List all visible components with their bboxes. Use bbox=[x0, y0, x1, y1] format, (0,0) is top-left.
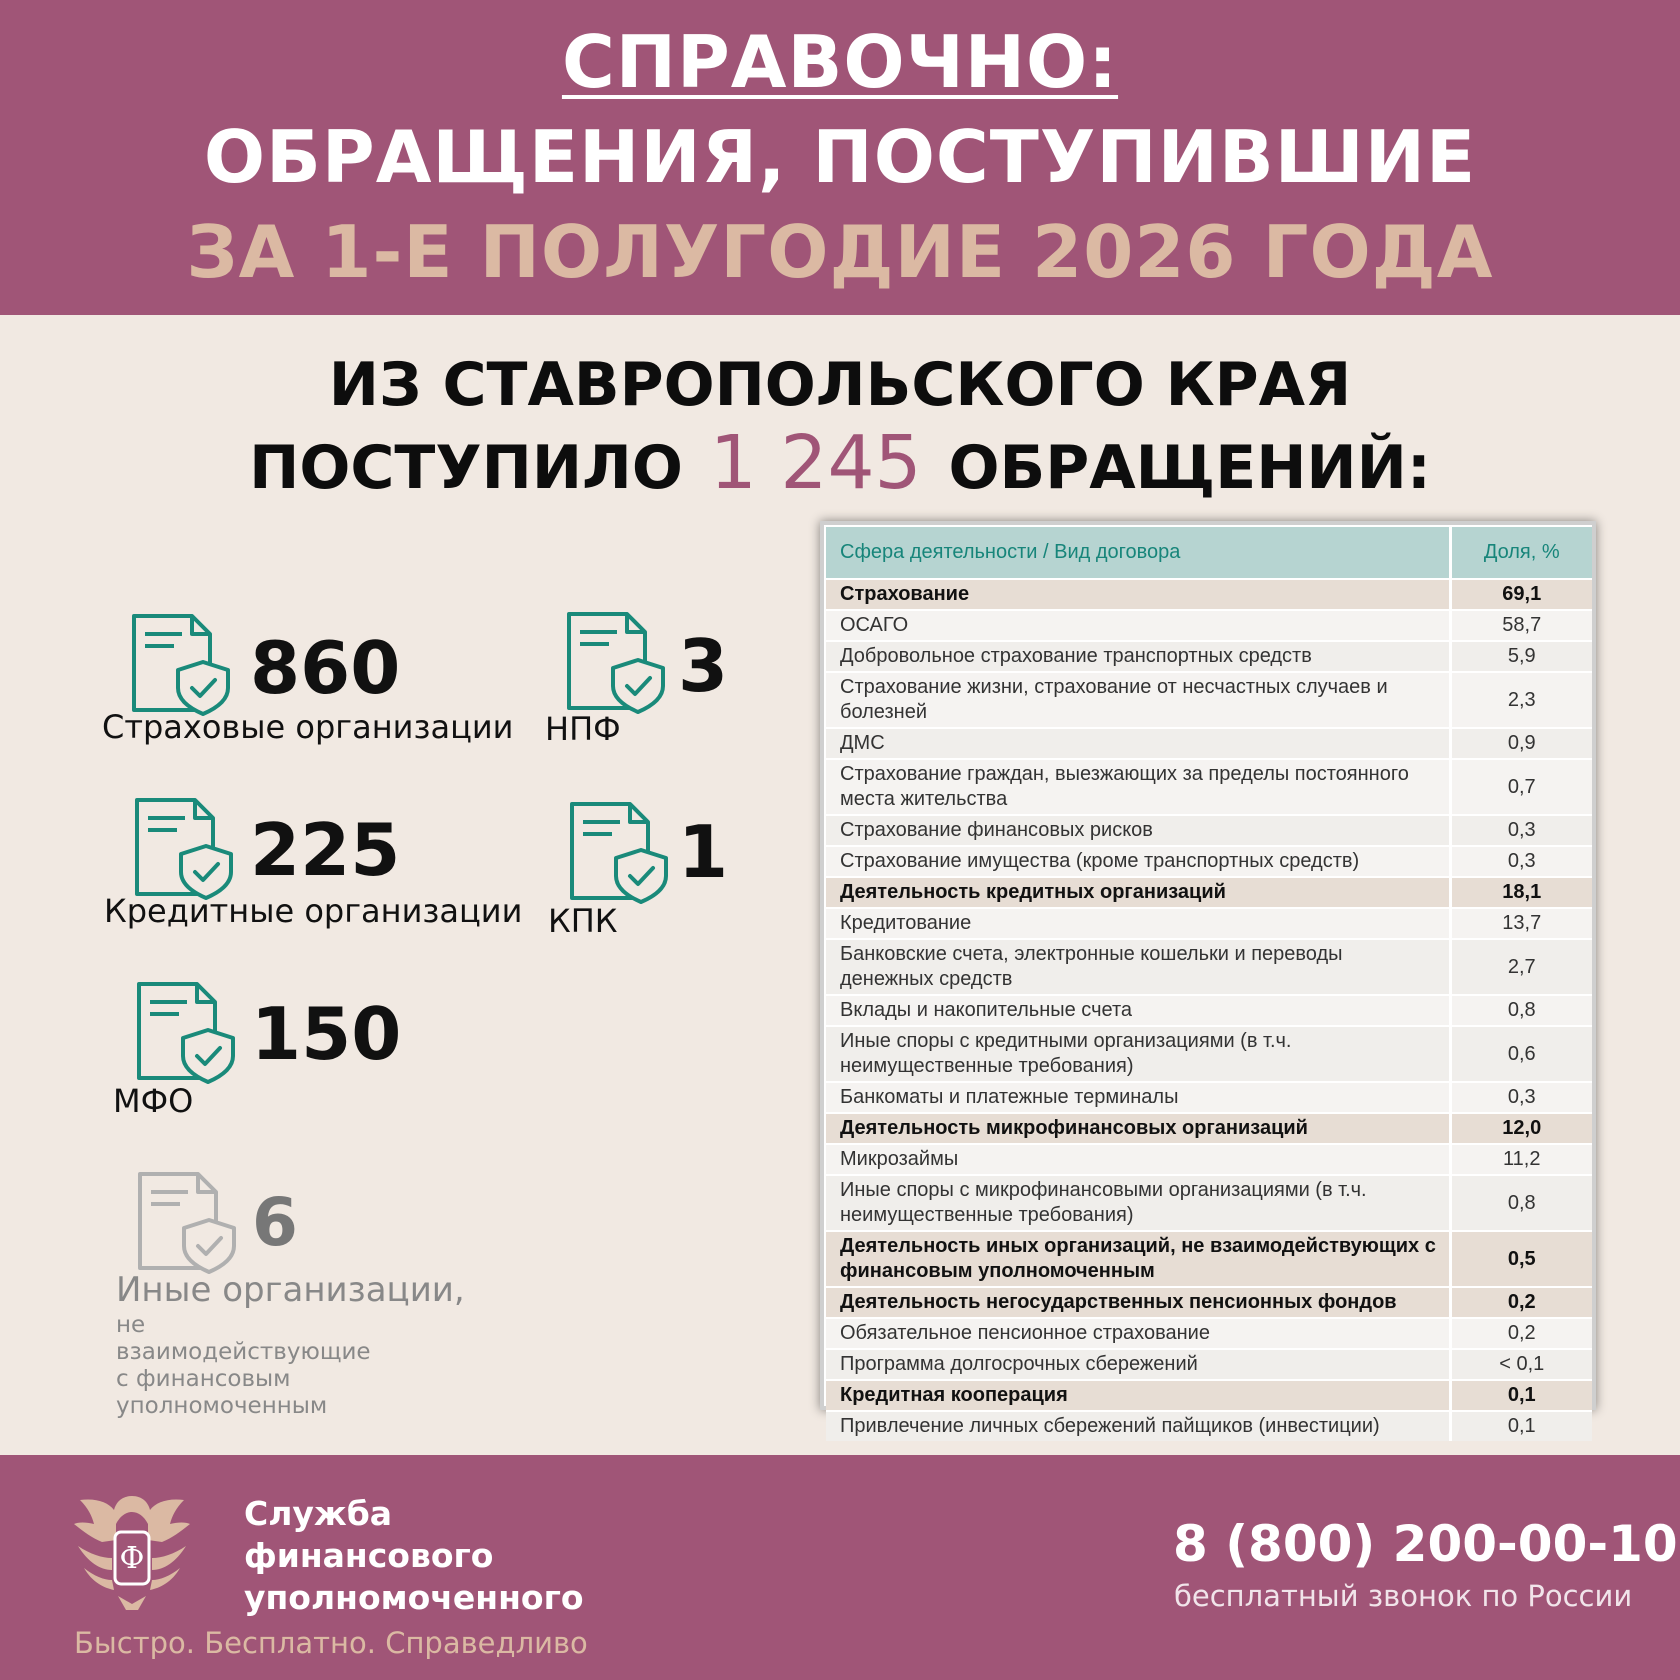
hotline-phone[interactable]: 8 (800) 200-00-10 bbox=[1173, 1515, 1678, 1573]
row-share: 0,5 bbox=[1450, 1231, 1592, 1287]
stat-label: Страховые организации bbox=[102, 708, 514, 746]
row-label: Деятельность кредитных организаций bbox=[826, 877, 1450, 908]
row-share: 2,3 bbox=[1450, 672, 1592, 728]
table-row bbox=[826, 939, 1592, 995]
table-row bbox=[826, 815, 1592, 846]
table-category-row bbox=[826, 1231, 1592, 1287]
summary-prefix: ПОСТУПИЛО bbox=[249, 433, 683, 503]
document-shield-icon bbox=[130, 612, 230, 716]
table-row bbox=[826, 1411, 1592, 1441]
row-share: 0,1 bbox=[1450, 1380, 1592, 1411]
row-label: Деятельность иных организаций, не взаимодействующих с финансовым уполномоченным bbox=[826, 1231, 1450, 1287]
row-label: ДМС bbox=[826, 728, 1450, 759]
row-label: Банковские счета, электронные кошельки и переводы денежных средств bbox=[826, 939, 1450, 995]
row-share: 0,7 bbox=[1450, 759, 1592, 815]
row-share: 18,1 bbox=[1450, 877, 1592, 908]
table-row bbox=[826, 672, 1592, 728]
stat-value: 225 bbox=[250, 808, 401, 892]
stat-label: Иные организации, bbox=[116, 1270, 465, 1310]
summary-suffix: ОБРАЩЕНИЙ: bbox=[948, 433, 1431, 503]
row-share: 5,9 bbox=[1450, 641, 1592, 672]
document-shield-icon bbox=[135, 980, 235, 1084]
row-share: 0,8 bbox=[1450, 1175, 1592, 1231]
row-share: 0,1 bbox=[1450, 1411, 1592, 1441]
stat-value: 1 bbox=[678, 810, 729, 894]
row-label: Программа долгосрочных сбережений bbox=[826, 1349, 1450, 1380]
document-shield-icon bbox=[565, 610, 665, 714]
row-label: Банкоматы и платежные терминалы bbox=[826, 1082, 1450, 1113]
row-share: < 0,1 bbox=[1450, 1349, 1592, 1380]
table-row bbox=[826, 759, 1592, 815]
document-shield-icon bbox=[568, 800, 668, 904]
row-share: 11,2 bbox=[1450, 1144, 1592, 1175]
complaints-table bbox=[820, 521, 1596, 1437]
row-share: 0,6 bbox=[1450, 1026, 1592, 1082]
table-row bbox=[826, 1349, 1592, 1380]
table-row bbox=[826, 1175, 1592, 1231]
column-header: Сфера деятельности / Вид договора bbox=[826, 527, 1450, 579]
table-category-row bbox=[826, 1287, 1592, 1318]
header-period: ЗА 1-Е ПОЛУГОДИЕ 2026 ГОДА bbox=[186, 210, 1494, 294]
header-title: СПРАВОЧНО: bbox=[561, 20, 1119, 104]
row-share: 69,1 bbox=[1450, 579, 1592, 610]
table-row bbox=[826, 908, 1592, 939]
row-share: 0,9 bbox=[1450, 728, 1592, 759]
stat-label: Кредитные организации bbox=[104, 892, 523, 930]
row-share: 0,2 bbox=[1450, 1287, 1592, 1318]
row-label: Кредитование bbox=[826, 908, 1450, 939]
summary-line-1: ИЗ СТАВРОПОЛЬСКОГО КРАЯ bbox=[328, 350, 1352, 420]
row-label: Деятельность микрофинансовых организаций bbox=[826, 1113, 1450, 1144]
row-label: Обязательное пенсионное страхование bbox=[826, 1318, 1450, 1349]
row-label: Микрозаймы bbox=[826, 1144, 1450, 1175]
table-row bbox=[826, 1026, 1592, 1082]
table-category-row bbox=[826, 579, 1592, 610]
row-share: 12,0 bbox=[1450, 1113, 1592, 1144]
stat-value: 860 bbox=[250, 626, 401, 710]
row-label: Кредитная кооперация bbox=[826, 1380, 1450, 1411]
table-row bbox=[826, 728, 1592, 759]
stat-label: МФО bbox=[113, 1082, 194, 1120]
row-share: 2,7 bbox=[1450, 939, 1592, 995]
row-label: Вклады и накопительные счета bbox=[826, 995, 1450, 1026]
row-label: Страхование жизни, страхование от несчастных случаев и болезней bbox=[826, 672, 1450, 728]
row-share: 0,3 bbox=[1450, 846, 1592, 877]
row-label: Добровольное страхование транспортных средств bbox=[826, 641, 1450, 672]
hotline-note: бесплатный звонок по России bbox=[1174, 1579, 1633, 1613]
document-shield-icon bbox=[133, 796, 233, 900]
row-label: Привлечение личных сбережений пайщиков (инвестиции) bbox=[826, 1411, 1450, 1441]
row-label: Деятельность негосударственных пенсионных фондов bbox=[826, 1287, 1450, 1318]
org-name: Служба финансового уполномоченного bbox=[244, 1494, 584, 1617]
stat-value: 3 bbox=[678, 624, 729, 708]
stat-sublabel: не взаимодействующие с финансовым уполномоченным bbox=[116, 1312, 371, 1419]
row-label: Страхование bbox=[826, 579, 1450, 610]
stat-value: 6 bbox=[252, 1184, 298, 1261]
column-header: Доля, % bbox=[1450, 527, 1592, 579]
table-category-row bbox=[826, 877, 1592, 908]
table-category-row bbox=[826, 1113, 1592, 1144]
table-row bbox=[826, 1144, 1592, 1175]
row-label: Иные споры с микрофинансовыми организациями (в т.ч. неимущественные требования) bbox=[826, 1175, 1450, 1231]
stat-value: 150 bbox=[251, 992, 402, 1076]
table-row bbox=[826, 641, 1592, 672]
row-label: Страхование финансовых рисков bbox=[826, 815, 1450, 846]
row-share: 13,7 bbox=[1450, 908, 1592, 939]
row-share: 0,3 bbox=[1450, 1082, 1592, 1113]
summary-total: 1 245 bbox=[709, 420, 922, 506]
header-subtitle: ОБРАЩЕНИЯ, ПОСТУПИВШИЕ bbox=[203, 115, 1477, 199]
row-share: 0,2 bbox=[1450, 1318, 1592, 1349]
emblem-logo bbox=[72, 1490, 192, 1614]
row-label: Страхование имущества (кроме транспортных средств) bbox=[826, 846, 1450, 877]
summary-line-2 bbox=[0, 420, 1680, 506]
row-share: 58,7 bbox=[1450, 610, 1592, 641]
table-category-row bbox=[826, 1380, 1592, 1411]
slogan: Быстро. Бесплатно. Справедливо bbox=[74, 1626, 588, 1660]
table-row bbox=[826, 995, 1592, 1026]
row-label: ОСАГО bbox=[826, 610, 1450, 641]
table-header-row bbox=[826, 527, 1592, 579]
row-label: Страхование граждан, выезжающих за пределы постоянного места жительства bbox=[826, 759, 1450, 815]
row-share: 0,8 bbox=[1450, 995, 1592, 1026]
row-share: 0,3 bbox=[1450, 815, 1592, 846]
stat-label: КПК bbox=[548, 902, 618, 940]
table-row bbox=[826, 610, 1592, 641]
table-row bbox=[826, 1082, 1592, 1113]
document-shield-icon bbox=[136, 1170, 236, 1274]
stat-label: НПФ bbox=[545, 710, 621, 748]
svg-text:Ф: Ф bbox=[119, 1541, 145, 1576]
table-row bbox=[826, 1318, 1592, 1349]
table-row bbox=[826, 846, 1592, 877]
row-label: Иные споры с кредитными организациями (в т.ч. неимущественные требования) bbox=[826, 1026, 1450, 1082]
